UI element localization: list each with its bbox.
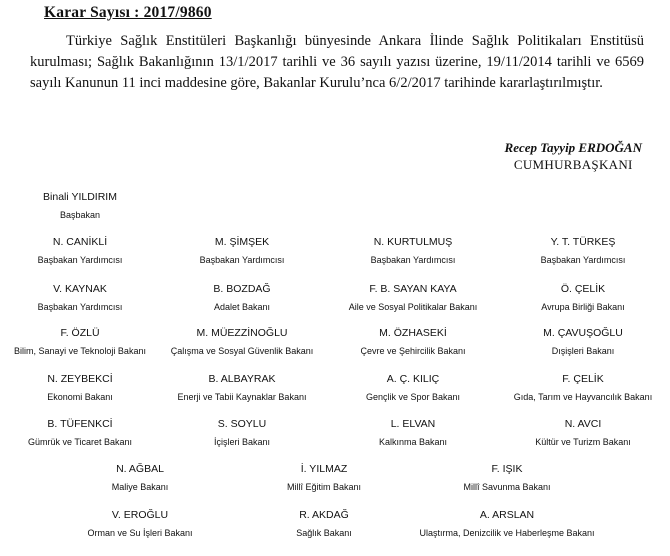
minister-title: Ulaştırma, Denizcilik ve Haberleşme Bakanı	[419, 528, 595, 538]
minister-name: F. ÇELİK	[562, 373, 604, 385]
minister-name: B. TÜFENKCİ	[47, 418, 113, 430]
minister-signature	[60, 460, 220, 496]
minister-name: Y. T. TÜRKEŞ	[550, 236, 616, 248]
minister-name: M. MÜEZZİNOĞLU	[196, 327, 288, 339]
minister-name: R. AKDAĞ	[299, 509, 349, 521]
minister-name: A. Ç. KILIÇ	[386, 373, 440, 385]
minister-title: Adalet Bakanı	[213, 302, 271, 312]
minister-signature	[162, 370, 322, 406]
minister-title: Avrupa Birliği Bakanı	[541, 302, 625, 312]
minister-title: Orman ve Su İşleri Bakanı	[87, 528, 193, 538]
minister-signature	[503, 280, 663, 316]
minister-signature	[333, 233, 493, 269]
minister-signature	[407, 506, 607, 542]
minister-name: Binali YILDIRIM	[43, 191, 117, 203]
minister-title: Enerji ve Tabii Kaynaklar Bakanı	[177, 392, 307, 402]
minister-name: N. KURTULMUŞ	[373, 236, 453, 248]
minister-title: Kalkınma Bakanı	[378, 437, 448, 447]
minister-signature	[427, 460, 587, 496]
minister-name: N. AVCI	[564, 418, 602, 430]
minister-name: S. SOYLU	[217, 418, 267, 430]
minister-name: V. EROĞLU	[111, 509, 169, 521]
minister-name: F. IŞIK	[491, 463, 523, 475]
minister-title: Başbakan Yardımcısı	[199, 255, 285, 265]
minister-title: Aile ve Sosyal Politikalar Bakanı	[348, 302, 478, 312]
minister-title: Millî Eğitim Bakanı	[286, 482, 362, 492]
minister-name: V. KAYNAK	[53, 283, 107, 295]
minister-title: Başbakan Yardımcısı	[370, 255, 456, 265]
minister-signature	[503, 370, 663, 406]
minister-title: Millî Savunma Bakanı	[463, 482, 551, 492]
minister-signature	[0, 188, 160, 224]
president-signature-block	[505, 139, 642, 173]
minister-signature	[244, 460, 404, 496]
minister-name: A. ARSLAN	[479, 509, 535, 521]
president-title: CUMHURBAŞKANI	[513, 157, 633, 172]
minister-name: M. ÖZHASEKİ	[379, 327, 447, 339]
minister-name: N. AĞBAL	[116, 463, 164, 475]
minister-title: Ekonomi Bakanı	[47, 392, 113, 402]
minister-name: N. CANİKLİ	[52, 236, 108, 248]
minister-signature	[503, 233, 663, 269]
minister-name: L. ELVAN	[390, 418, 436, 430]
minister-name: F. ÖZLÜ	[60, 327, 100, 339]
minister-title: Sağlık Bakanı	[296, 528, 352, 538]
minister-title: Bilim, Sanayi ve Teknoloji Bakanı	[14, 346, 146, 356]
minister-title: Dışişleri Bakanı	[551, 346, 615, 356]
minister-title: Başbakan Yardımcısı	[37, 255, 123, 265]
minister-title: Gümrük ve Ticaret Bakanı	[27, 437, 133, 447]
president-name: Recep Tayyip ERDOĞAN	[504, 140, 642, 155]
minister-title: Gıda, Tarım ve Hayvancılık Bakanı	[513, 392, 653, 402]
minister-signature	[244, 506, 404, 542]
minister-signature	[0, 324, 160, 360]
minister-signature	[333, 324, 493, 360]
minister-title: Kültür ve Turizm Bakanı	[535, 437, 631, 447]
minister-name: F. B. SAYAN KAYA	[369, 283, 457, 295]
minister-title: Çalışma ve Sosyal Güvenlik Bakanı	[170, 346, 314, 356]
minister-title: Başbakan Yardımcısı	[540, 255, 626, 265]
minister-name: B. ALBAYRAK	[208, 373, 276, 385]
minister-title: Gençlik ve Spor Bakanı	[365, 392, 461, 402]
minister-signature	[333, 280, 493, 316]
minister-name: B. BOZDAĞ	[213, 283, 271, 295]
minister-name: İ. YILMAZ	[300, 463, 348, 475]
minister-name: N. ZEYBEKCİ	[47, 373, 113, 385]
minister-name: M. ŞİMŞEK	[214, 236, 270, 248]
minister-signature	[333, 415, 493, 451]
decision-paragraph: Türkiye Sağlık Enstitüleri Başkanlığı bünyesinde Ankara İlinde Sağlık Politikaları Enstitüsü kurulması; Sağlık Bakanlığının 13/1/2017 tarihli ve 36 sayılı yazısı üzerine, 19/11/2014 tarihli ve 6569 sayılı Kanunun 11 inci maddesine göre, Bakanlar Kurulu’nca 6/2/2017 tarihinde kararlaştırılmıştır.	[30, 33, 644, 91]
minister-title: İçişleri Bakanı	[213, 437, 271, 447]
minister-signature	[162, 280, 322, 316]
minister-title: Başbakan Yardımcısı	[37, 302, 123, 312]
minister-signature	[60, 506, 220, 542]
minister-title: Çevre ve Şehircilik Bakanı	[360, 346, 466, 356]
minister-signature	[162, 233, 322, 269]
minister-name: M. ÇAVUŞOĞLU	[543, 327, 623, 339]
minister-signature	[0, 233, 160, 269]
minister-signature	[333, 370, 493, 406]
minister-title: Başbakan	[59, 210, 101, 220]
minister-signature	[503, 324, 663, 360]
minister-signature	[0, 415, 160, 451]
decision-number: Karar Sayısı : 2017/9860	[44, 4, 212, 21]
minister-signature	[0, 370, 160, 406]
minister-name: Ö. ÇELİK	[560, 283, 606, 295]
minister-signature	[162, 415, 322, 451]
minister-title: Maliye Bakanı	[111, 482, 169, 492]
minister-signature	[162, 324, 322, 360]
minister-signature	[0, 280, 160, 316]
minister-signature	[503, 415, 663, 451]
